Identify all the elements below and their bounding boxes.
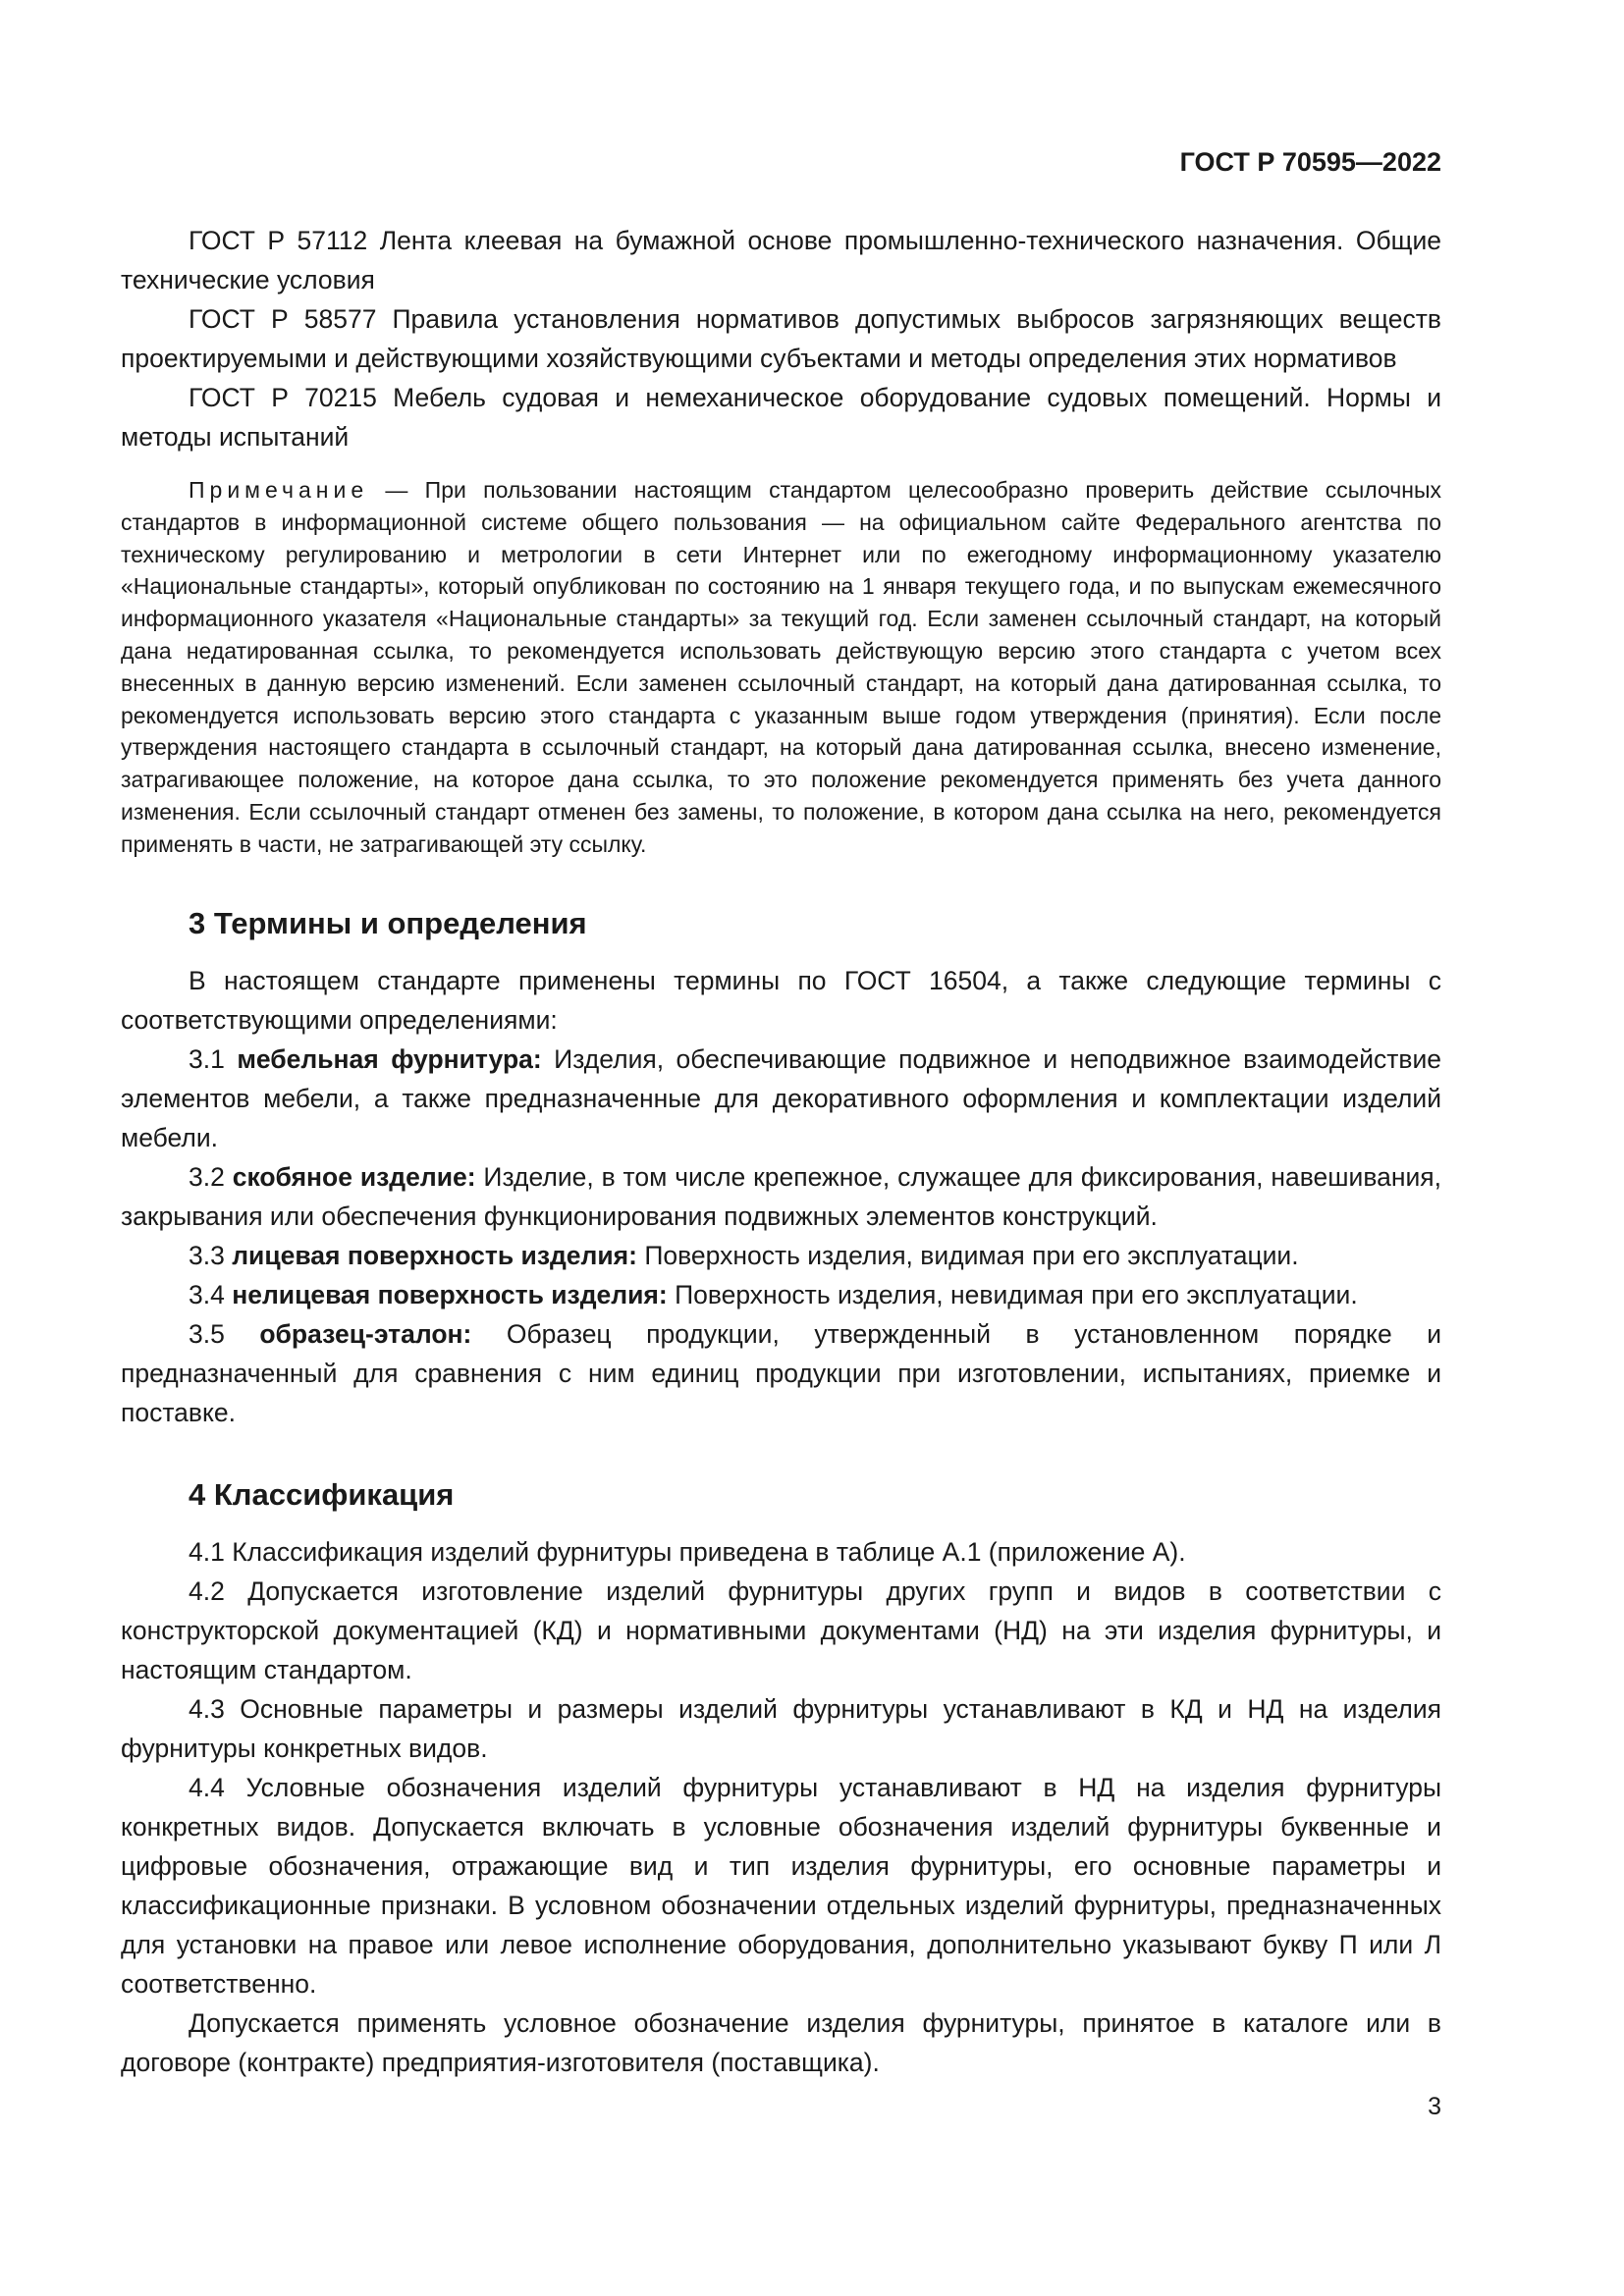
paragraph: 4.3 Основные параметры и размеры изделий фурнитуры устанавливают в КД и НД на изделия фурнитуры конкретных видов. (121, 1693, 1441, 1763)
term-item (121, 1236, 1441, 1275)
term-number: 3.4 (189, 1279, 233, 1309)
paragraph: Допускается применять условное обозначение изделия фурнитуры, принятое в каталоге или в договоре (контракте) предприятия-изготовителя (поставщика). (121, 2007, 1441, 2077)
term-number: 3.1 (189, 1043, 238, 1074)
section-heading: 4 Классификация (189, 1476, 455, 1512)
note-label: Примечание (189, 477, 369, 503)
page-body (121, 221, 1441, 2082)
term-number: 3.3 (189, 1240, 233, 1270)
term-number: 3.2 (189, 1161, 233, 1192)
note (121, 474, 1441, 861)
term-definition: Поверхность изделия, невидимая при его эксплуатации. (667, 1279, 1358, 1309)
term-name: мебельная фурнитура: (237, 1043, 542, 1074)
term-definition: Изделия, обеспечивающие подвижное и неподвижное взаимодействие элементов мебели, а также предназначенные для декоративного оформления и комплектации изделий мебели. (121, 1043, 1442, 1152)
section-intro: В настоящем стандарте применены термины по ГОСТ 16504, а также следующие термины с соответствующими определениями: (121, 965, 1441, 1035)
reference-item: ГОСТ Р 57112 Лента клеевая на бумажной основе промышленно-технического назначения. Общие технические условия (121, 226, 1441, 294)
paragraph: 4.4 Условные обозначения изделий фурнитуры устанавливают в НД на изделия фурнитуры конкретных видов. Допускается включать в условные обозначения изделий фурнитуры буквенные и цифровые обозначения, отражающие вид и тип изделия фурнитуры, его основные параметры и классификационные признаки. В условном обозначении отдельных изделий фурнитуры, предназначенных для установки на правое или левое исполнение оборудования, дополнительно указывают букву П или Л соответственно. (121, 1772, 1441, 1999)
term-definition: Поверхность изделия, видимая при его эксплуатации. (636, 1240, 1299, 1270)
paragraph: 4.1 Классификация изделий фурнитуры приведена в таблице А.1 (приложение А). (189, 1536, 1186, 1567)
normative-references (121, 221, 1441, 456)
paragraph: 4.2 Допускается изготовление изделий фурнитуры других групп и видов в соответствии с конструкторской документацией (КД) и нормативными документами (НД) на эти изделия фурнитуры, и настоящим стандартом. (121, 1575, 1441, 1684)
document-id-header: ГОСТ Р 70595—2022 (1179, 147, 1441, 177)
term-item (121, 1275, 1441, 1314)
page-number: 3 (1428, 2093, 1441, 2120)
term-name: образец-эталон: (259, 1318, 472, 1349)
term-item (121, 1157, 1441, 1236)
note-text: — При пользовании настоящим стандартом целесообразно проверить действие ссылочных стандартов в информационной системе общего пользования — на официальном сайте Федерального агентства по техническому регулированию и метрологии в сети Интернет или по ежегодному информационному указателю «Национальные стандарты», который опубликован по состоянию на 1 января текущего года, и по выпускам ежемесячного информационного указателя «Национальные стандарты» за текущий год. Если заменен ссылочный стандарт, на который дана недатированная ссылка, то рекомендуется использовать действующую версию этого стандарта с учетом всех внесенных в данную версию изменений. Если заменен ссылочный стандарт, на который дана датированная ссылка, то рекомендуется использовать версию этого стандарта с указанным выше годом утверждения (принятия). Если после утверждения настоящего стандарта в ссылочный стандарт, на который дана датированная ссылка, внесено изменение, затрагивающее положение, на которое дана ссылка, то это положение рекомендуется применять без учета данного изменения. Если ссылочный стандарт отменен без замены, то положение, в котором дана ссылка на него, рекомендуется применять в части, не затрагивающей эту ссылку. (121, 477, 1441, 857)
term-name: скобяное изделие: (232, 1161, 476, 1192)
term-item (121, 1040, 1441, 1157)
term-name: нелицевая поверхность изделия: (232, 1279, 668, 1309)
term-name: лицевая поверхность изделия: (232, 1240, 637, 1270)
term-definition: Изделие, в том числе крепежное, служащее для фиксирования, навешивания, закрывания или обеспечения функционирования подвижных элементов конструкций. (121, 1161, 1442, 1231)
reference-item: ГОСТ Р 58577 Правила установления нормативов допустимых выбросов загрязняющих веществ проектируемыми и действующими хозяйствующими субъектами и методы определения этих нормативов (121, 304, 1441, 373)
section-3 (121, 904, 1441, 1432)
term-number: 3.5 (189, 1318, 260, 1349)
section-4 (121, 1475, 1441, 2082)
term-item (121, 1314, 1441, 1432)
section-heading: 3 Термины и определения (189, 905, 587, 940)
reference-item: ГОСТ Р 70215 Мебель судовая и немеханическое оборудование судовых помещений. Нормы и методы испытаний (121, 383, 1441, 452)
term-definition: Образец продукции, утвержденный в установленном порядке и предназначенный для сравнения с ним единиц продукции при изготовлении, испытаниях, приемке и поставке. (121, 1318, 1442, 1427)
